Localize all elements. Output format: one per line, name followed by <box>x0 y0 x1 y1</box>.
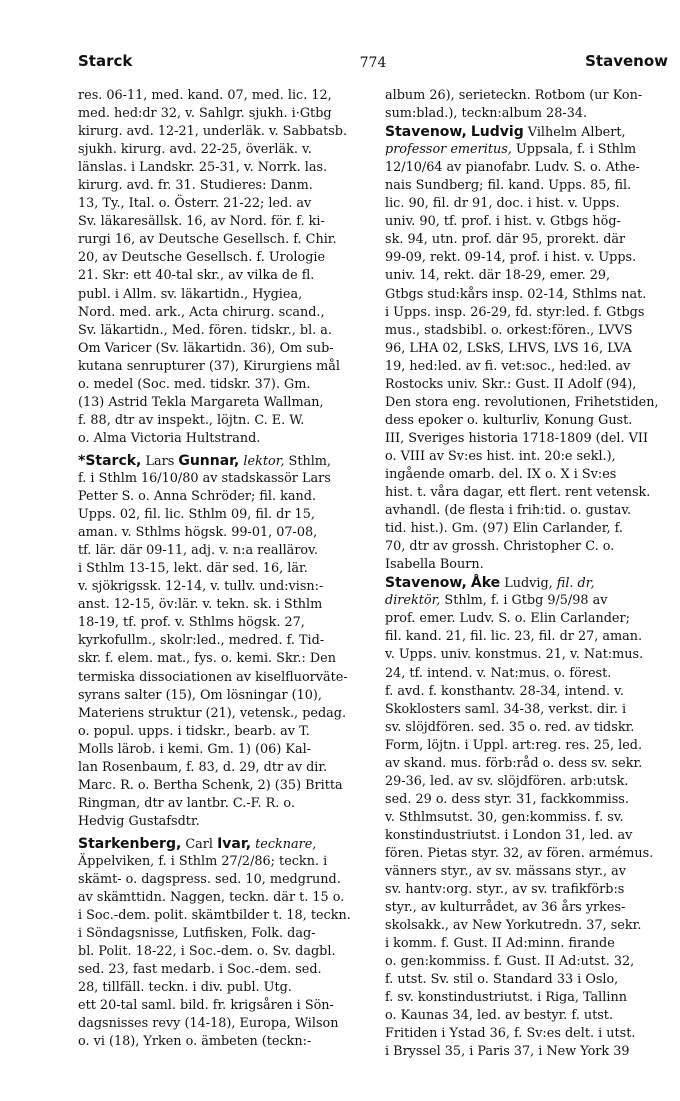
text-line <box>385 87 669 105</box>
text-line <box>385 845 669 863</box>
text-line <box>385 430 669 448</box>
text-run: 28, tillfäll. teckn. i div. publ. Utg. <box>78 980 292 996</box>
text-line <box>385 1025 669 1043</box>
entry-surname: *Starck, <box>78 452 142 469</box>
text-run: skolsakk., av New Yorkutredn. 37, sekr. <box>385 918 642 934</box>
text-run: rurgi 16, av Deutsche Gesellsch. f. Chir. <box>78 232 337 248</box>
text-line <box>78 759 368 777</box>
text-run: kutana senrupturer (37), Kirurgiens mål <box>78 358 341 374</box>
text-line <box>78 159 368 177</box>
text-line <box>78 452 368 470</box>
text-run: o. vi (18), Yrken o. ämbeten (teckn:- <box>78 1034 312 1050</box>
text-run: kirurg. avd. 12-21, underläk. v. Sabbatsb. <box>78 124 348 140</box>
text-line <box>385 610 669 628</box>
text-line <box>78 871 368 889</box>
text-run: länslas. i Landskr. 25-31, v. Norrk. las. <box>78 160 328 176</box>
text-line <box>385 755 669 773</box>
text-line <box>385 989 669 1007</box>
text-line <box>78 741 368 759</box>
text-run: univ. 14, rekt. där 18-29, emer. 29, <box>385 268 611 284</box>
text-run: Fritiden i Ystad 36, f. Sv:es delt. i utst. <box>385 1026 636 1042</box>
text-run: 20, av Deutsche Gesellsch. f. Urologie <box>78 250 326 266</box>
text-line <box>78 322 368 340</box>
entry-given-name: Åke <box>470 575 501 592</box>
text-run: Gtbgs stud:kårs insp. 02-14, Sthlms nat. <box>385 286 647 302</box>
text-line <box>78 723 368 741</box>
text-line <box>78 87 368 105</box>
text-run: fören. Pietas styr. 32, av fören. armémus. <box>385 845 654 861</box>
text-line <box>385 683 669 701</box>
text-run: Sv. läkartidn., Med. fören. tidskr., bl. a. <box>78 322 333 338</box>
text-run: Skoklosters saml. 34-38, verkst. dir. i <box>385 701 627 717</box>
text-line <box>385 538 669 556</box>
text-line <box>78 123 368 141</box>
text-run: 96, LHA 02, LSkS, LHVS, LVS 16, LVA <box>385 340 632 356</box>
text-line <box>385 177 669 195</box>
text-line <box>385 719 669 737</box>
text-run: 21. Skr: ett 40-tal skr., av vilka de fl. <box>78 268 315 284</box>
text-line <box>385 304 669 322</box>
text-line <box>78 687 368 705</box>
text-run: lan Rosenbaum, f. 83, d. 29, dtr av dir. <box>78 759 328 775</box>
text-line <box>385 231 669 249</box>
text-line <box>78 231 368 249</box>
text-line <box>385 556 669 574</box>
text-run: f. sv. konstindustriutst. i Riga, Tallinn <box>385 990 627 1006</box>
text-run: res. 06-11, med. kand. 07, med. lic. 12, <box>78 88 332 103</box>
text-run: fil. kand. 21, fil. lic. 23, fil. dr 27, aman. <box>385 629 643 645</box>
text-line <box>385 935 669 953</box>
text-run: 18-19, tf. prof. v. Sthlms högsk. 27, <box>78 615 305 631</box>
text-run: Om Varicer (Sv. läkartidn. 36), Om sub- <box>78 340 334 356</box>
text-line <box>78 506 368 524</box>
text-line <box>78 853 368 871</box>
text-line <box>78 632 368 650</box>
text-line <box>385 827 669 845</box>
text-line <box>78 105 368 123</box>
text-run: 29-36, led. av sv. slöjdfören. arb:utsk. <box>385 773 629 789</box>
text-run: kirurg. avd. fr. 31. Studieres: Danm. <box>78 178 313 194</box>
text-run: v. sjökrigssk. 12-14, v. tullv. und:visn:- <box>78 579 324 595</box>
entry-surname: Stavenow, <box>385 124 467 141</box>
text-run: avhandl. (de flesta i frih:tid. o. gustav. <box>385 503 632 519</box>
text-run: lic. 90, fil. dr 91, doc. i hist. v. Upps. <box>385 196 620 212</box>
text-run: prof. emer. Ludv. S. o. Elin Carlander; <box>385 611 630 627</box>
text-line <box>385 520 669 538</box>
text-line <box>385 574 669 592</box>
text-run: Marc. R. o. Bertha Schenk, 2) (35) Britta <box>78 777 343 793</box>
text-run: univ. 90, tf. prof. i hist. v. Gtbgs hög- <box>385 214 621 230</box>
text-line <box>385 953 669 971</box>
text-run: skr. f. elem. mat., fys. o. kemi. Skr.: Den <box>78 651 336 667</box>
text-run: sed. 23, fast medarb. i Soc.-dem. sed. <box>78 962 322 978</box>
text-line <box>385 701 669 719</box>
text-run: Nord. med. ark., Acta chirurg. scand., <box>78 304 325 320</box>
text-run: tid. hist.). Gm. (97) Elin Carlander, f. <box>385 521 623 537</box>
text-run: tf. lär. där 09-11, adj. v. n:a reallärov. <box>78 543 318 559</box>
text-line <box>385 592 669 610</box>
text-line <box>385 646 669 664</box>
text-line <box>78 249 368 267</box>
text-run: hist. t. våra dagar, ett flert. rent vetensk. <box>385 485 651 501</box>
text-run: o. medel (Soc. med. tidskr. 37). Gm. <box>78 376 311 392</box>
text-line <box>385 484 669 502</box>
text-run: i Upps. insp. 26-29, fd. styr:led. f. Gtbgs <box>385 304 645 320</box>
text-line <box>78 358 368 376</box>
text-line <box>385 737 669 755</box>
entry-given-name: Gunnar, <box>178 452 240 469</box>
text-line <box>78 376 368 394</box>
text-run: v. Sthlmsutst. 30, gen:kommiss. f. sv. <box>385 809 624 825</box>
text-line <box>78 596 368 614</box>
text-run: o. Kaunas 34, led. av bestyr. f. utst. <box>385 1008 614 1024</box>
text-line <box>78 979 368 997</box>
text-line <box>78 669 368 687</box>
entry-surname: Starkenberg, <box>78 835 182 852</box>
text-line <box>78 304 368 322</box>
text-line <box>385 394 669 412</box>
text-run: kyrkofullm., skolr:led., medred. f. Tid- <box>78 633 325 649</box>
text-line <box>78 412 368 430</box>
text-line <box>385 917 669 935</box>
text-run: mus., stadsbibl. o. orkest:fören., LVVS <box>385 322 633 338</box>
header-right-keyword: Stavenow <box>585 52 668 70</box>
text-run: o. VIII av Sv:es hist. int. 20:e sekl.), <box>385 448 616 464</box>
text-line <box>78 997 368 1015</box>
text-line <box>385 322 669 340</box>
text-run: i Söndagsnisse, Lutfisken, Folk. dag- <box>78 926 316 942</box>
text-run: Den stora eng. revolutionen, Frihetstiden, <box>385 394 659 410</box>
header-left-keyword: Starck <box>78 52 133 70</box>
text-run: anst. 12-15, öv:lär. v. tekn. sk. i Sthlm <box>78 597 323 613</box>
text-run: III, Sveriges historia 1718-1809 (del. VII <box>385 430 648 446</box>
text-run: 13, Ty., Ital. o. Österr. 21-22; led. av <box>78 196 312 212</box>
text-line <box>78 267 368 285</box>
text-run: Sthlm, f. i Gtbg 9/5/98 av <box>440 593 608 609</box>
text-run: i Soc.-dem. polit. skämtbilder t. 18, teckn. <box>78 908 351 924</box>
entry-title: professor emeritus, <box>385 142 512 158</box>
text-run: Carl <box>181 836 218 852</box>
text-run: 19, hed:led. av fi. vet:soc., hed:led. av <box>385 358 631 374</box>
text-run: sjukh. kirurg. avd. 22-25, överläk. v. <box>78 142 312 158</box>
left-column <box>78 87 368 1051</box>
text-run: vänners styr., av sv. mässans styr., av <box>385 864 626 880</box>
text-line <box>78 213 368 231</box>
text-line <box>385 123 669 141</box>
text-run: f. 88, dtr av inspekt., löjtn. C. E. W. <box>78 412 305 428</box>
text-line <box>385 628 669 646</box>
text-run: o. popul. upps. i tidskr., bearb. av T. <box>78 723 310 739</box>
text-line <box>385 881 669 899</box>
text-run: av skand. mus. förb:råd o. dess sv. sekr. <box>385 755 643 771</box>
text-run: f. i Sthlm 16/10/80 av stadskassör Lars <box>78 470 331 486</box>
text-run: nais Sundberg; fil. kand. Upps. 85, fil. <box>385 178 632 194</box>
text-line <box>385 267 669 285</box>
page-number: 774 <box>359 55 387 71</box>
text-run: konstindustriutst. i London 31, led. av <box>385 827 633 843</box>
text-run: ett 20-tal saml. bild. fr. krigsåren i Sön- <box>78 998 334 1014</box>
text-line <box>385 358 669 376</box>
text-run: Petter S. o. Anna Schröder; fil. kand. <box>78 489 317 505</box>
page-header <box>78 52 668 76</box>
text-run: Ludvig, <box>500 576 557 592</box>
text-line <box>385 340 669 358</box>
text-run: Rostocks univ. Skr.: Gust. II Adolf (94), <box>385 376 637 392</box>
text-line <box>78 907 368 925</box>
text-run: Vilhelm Albert, <box>523 125 626 141</box>
text-line <box>385 141 669 159</box>
text-run: sk. 94, utn. prof. där 95, prorekt. där <box>385 232 626 248</box>
text-line <box>385 773 669 791</box>
text-run: 24, tf. intend. v. Nat:mus. o. förest. <box>385 665 612 681</box>
text-line <box>78 889 368 907</box>
text-line <box>78 961 368 979</box>
text-run: 12/10/64 av pianofabr. Ludv. S. o. Athe- <box>385 160 640 176</box>
entry-title: fil. dr, <box>556 576 595 592</box>
text-line <box>78 394 368 412</box>
text-run: album 26), serieteckn. Rotbom (ur Kon- <box>385 88 643 103</box>
text-line <box>78 470 368 488</box>
entry-given-name: Ivar, <box>217 835 252 852</box>
text-run: f. utst. Sv. stil o. Standard 33 i Oslo, <box>385 972 619 988</box>
text-line <box>385 105 669 123</box>
text-run: f. avd. f. konsthantv. 28-34, intend. v. <box>385 683 624 699</box>
text-run: ingående omarb. del. IX o. X i Sv:es <box>385 466 617 482</box>
text-line <box>78 177 368 195</box>
text-line <box>78 430 368 448</box>
text-line <box>78 340 368 358</box>
text-run: Upps. 02, fil. lic. Sthlm 09, fil. dr 15, <box>78 507 315 523</box>
entry-surname: Stavenow, <box>385 575 467 592</box>
text-run: o. gen:kommiss. f. Gust. II Ad:utst. 32, <box>385 954 635 970</box>
text-run: sum:blad.), teckn:album 28-34. <box>385 106 588 122</box>
text-line <box>78 925 368 943</box>
text-line <box>78 650 368 668</box>
text-run: 99-09, rekt. 09-14, prof. i hist. v. Upps. <box>385 250 637 266</box>
text-line <box>78 943 368 961</box>
text-run: av skämttidn. Naggen, teckn. där t. 15 o. <box>78 890 345 906</box>
text-line <box>78 813 368 831</box>
text-line <box>385 195 669 213</box>
text-line <box>78 560 368 578</box>
text-run: Materiens struktur (21), vetensk., pedag. <box>78 705 347 721</box>
text-run: sv. slöjdfören. sed. 35 o. red. av tidskr. <box>385 719 635 735</box>
text-run: Ringman, dtr av lantbr. C.-F. R. o. <box>78 795 295 811</box>
text-run: i Sthlm 13-15, lekt. där sed. 16, lär. <box>78 561 308 577</box>
text-run: Isabella Bourn. <box>385 557 484 573</box>
text-line <box>78 578 368 596</box>
text-run: bl. Polit. 18-22, i Soc.-dem. o. Sv. dagbl. <box>78 944 336 960</box>
text-line <box>78 1015 368 1033</box>
text-line <box>78 795 368 813</box>
text-line <box>78 195 368 213</box>
text-run: i Bryssel 35, i Paris 37, i New York 39 <box>385 1044 630 1060</box>
text-run: styr., av kulturrådet, av 36 års yrkes- <box>385 900 626 916</box>
text-line <box>78 614 368 632</box>
text-line <box>78 777 368 795</box>
text-line <box>385 213 669 231</box>
text-run: sed. 29 o. dess styr. 31, fackkommiss. <box>385 791 629 807</box>
text-run: termiska dissociationen av kiselfluorväte- <box>78 669 348 685</box>
text-line <box>78 835 368 853</box>
text-run: o. Alma Victoria Hultstrand. <box>78 430 261 446</box>
text-line <box>385 665 669 683</box>
text-line <box>385 286 669 304</box>
text-run: Sv. läkaresällsk. 16, av Nord. för. f. ki- <box>78 214 325 230</box>
text-line <box>385 809 669 827</box>
text-run: Lars <box>141 453 179 469</box>
text-run: aman. v. Sthlms högsk. 99-01, 07-08, <box>78 525 318 541</box>
entry-title: direktör, <box>385 593 441 609</box>
text-run: Äppelviken, f. i Sthlm 27/2/86; teckn. i <box>78 853 328 869</box>
text-run: publ. i Allm. sv. läkartidn., Hygiea, <box>78 286 303 302</box>
right-column <box>385 87 669 1062</box>
text-run: Hedvig Gustafsdtr. <box>78 813 200 829</box>
text-run: i komm. f. Gust. II Ad:minn. firande <box>385 936 615 952</box>
text-run: dagsnisses revy (14-18), Europa, Wilson <box>78 1016 339 1032</box>
text-line <box>385 159 669 177</box>
text-run: Molls lärob. i kemi. Gm. 1) (06) Kal- <box>78 741 311 757</box>
text-run: Sthlm, <box>284 453 331 469</box>
text-line <box>385 466 669 484</box>
text-line <box>78 286 368 304</box>
text-line <box>385 249 669 267</box>
text-line <box>78 524 368 542</box>
text-run: sv. hantv:org. styr., av sv. trafikförb:s <box>385 882 625 898</box>
text-run: dess epoker o. kulturliv, Konung Gust. <box>385 412 633 428</box>
text-line <box>78 488 368 506</box>
text-line <box>78 1033 368 1051</box>
text-line <box>385 971 669 989</box>
text-line <box>385 863 669 881</box>
text-line <box>385 502 669 520</box>
text-line <box>78 542 368 560</box>
entry-title: tecknare, <box>251 836 317 852</box>
text-run: (13) Astrid Tekla Margareta Wallman, <box>78 394 324 410</box>
text-line <box>385 1007 669 1025</box>
text-line <box>385 376 669 394</box>
text-run: syrans salter (15), Om lösningar (10), <box>78 687 322 703</box>
text-line <box>78 141 368 159</box>
text-line <box>385 412 669 430</box>
text-line <box>385 448 669 466</box>
text-run: v. Upps. univ. konstmus. 21, v. Nat:mus. <box>385 647 644 663</box>
entry-title: lektor, <box>239 453 285 469</box>
text-line <box>385 791 669 809</box>
text-line <box>78 705 368 723</box>
text-run: Uppsala, f. i Sthlm <box>511 142 637 158</box>
text-run: med. hed:dr 32, v. Sahlgr. sjukh. i·Gtbg <box>78 106 332 122</box>
text-line <box>385 1043 669 1061</box>
text-run: Form, löjtn. i Uppl. art:reg. res. 25, led. <box>385 737 643 753</box>
entry-given-name: Ludvig <box>470 124 524 141</box>
text-line <box>385 899 669 917</box>
text-run: skämt- o. dagspress. sed. 10, medgrund. <box>78 872 341 888</box>
text-run: 70, dtr av grossh. Christopher C. o. <box>385 539 615 555</box>
